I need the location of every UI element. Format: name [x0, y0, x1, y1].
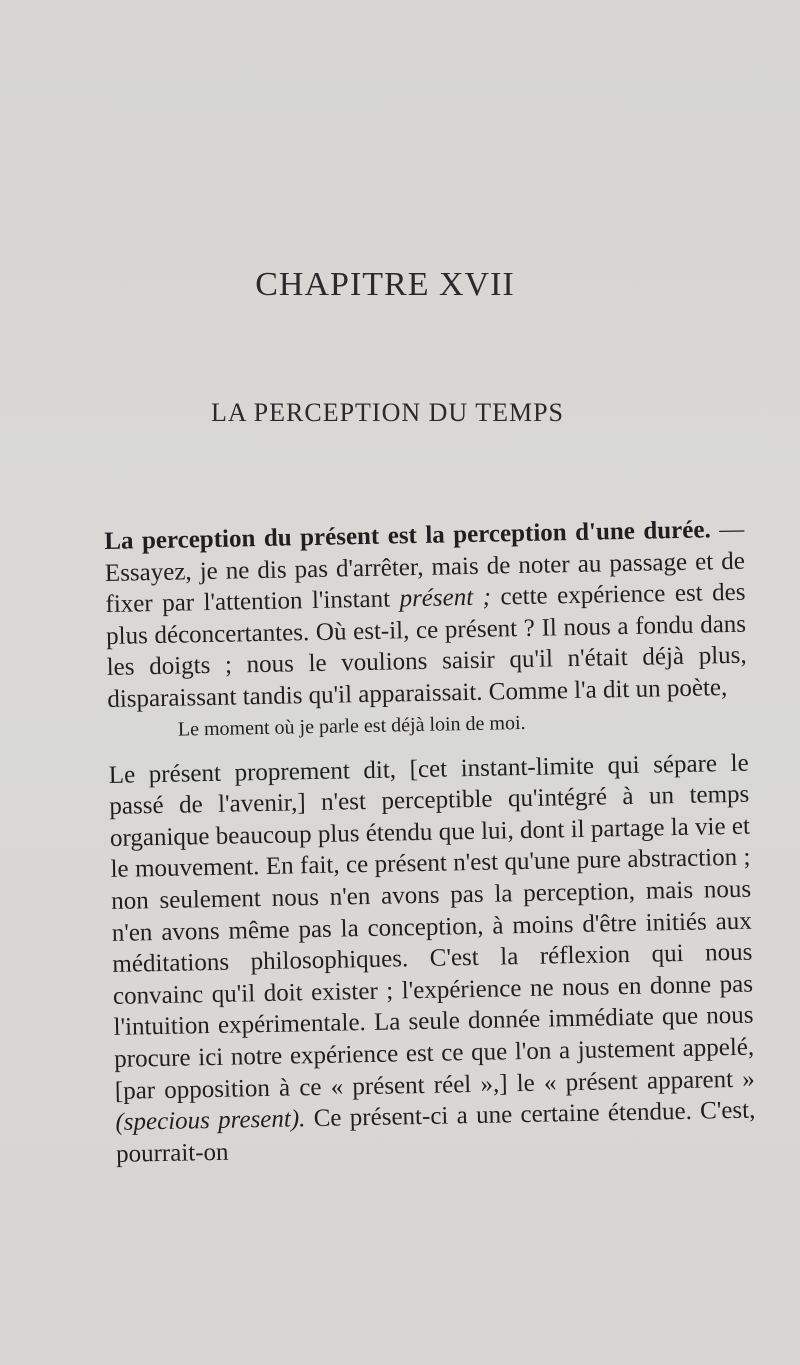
page-body: [104, 514, 756, 1170]
section-title: LA PERCEPTION DU TEMPS: [210, 398, 565, 427]
verse-quote: Le moment où je parle est déjà loin de moi.: [177, 711, 526, 741]
paragraph-1: [104, 514, 748, 716]
paragraph-1-italic: présent ;: [399, 583, 492, 613]
paragraph-2-text-a: Le présent proprement dit, [cet instant-limite qui sépare le passé de l'avenir,] n'est perceptible qu'intégré à un temps organique beaucoup plus étendu que lui, dont il partage la vie et le mouvement. En fait, ce présent n'est qu'une pure abstraction ; non seulement nous n'en avons pas la perception, mais nous n'en avons même pas la conception, à moins d'être initiés aux méditations philosophiques. C'est la réflexion qui nous convainc qu'il doit exister ; l'expérience ne nous en donne pas l'intuition expérimentale. La seule donnée immédiate que nous procure ici notre expérience est ce que l'on a justement appelé, [par opposition à ce « présent réel »,] le « présent apparent »: [108, 749, 755, 1105]
chapter-title: CHAPITRE XVII: [255, 266, 515, 303]
paragraph-2: [108, 747, 756, 1170]
paragraph-1-text-b: cette expérience est des plus déconcertantes. Où est-il, ce présent ? Il nous a fondu dans les doigts ; nous le voulions saisir qu'il n'était déjà plus, disparaissant tandis qu'il apparaissait. Comme l'a dit un poète,: [105, 578, 747, 713]
paragraph-2-text-b: Ce présent-ci a une certaine étendue. C'est, pourrait-on: [115, 1096, 756, 1168]
paragraph-2-italic: (specious present).: [115, 1105, 306, 1136]
paragraph-1-text-a: — Essayez, je ne dis pas d'arrêter, mais de noter au passage et de fixer par l'attention l'instant: [104, 515, 746, 619]
paragraph-1-lead: La perception du présent est la perception d'une durée.: [104, 516, 711, 555]
